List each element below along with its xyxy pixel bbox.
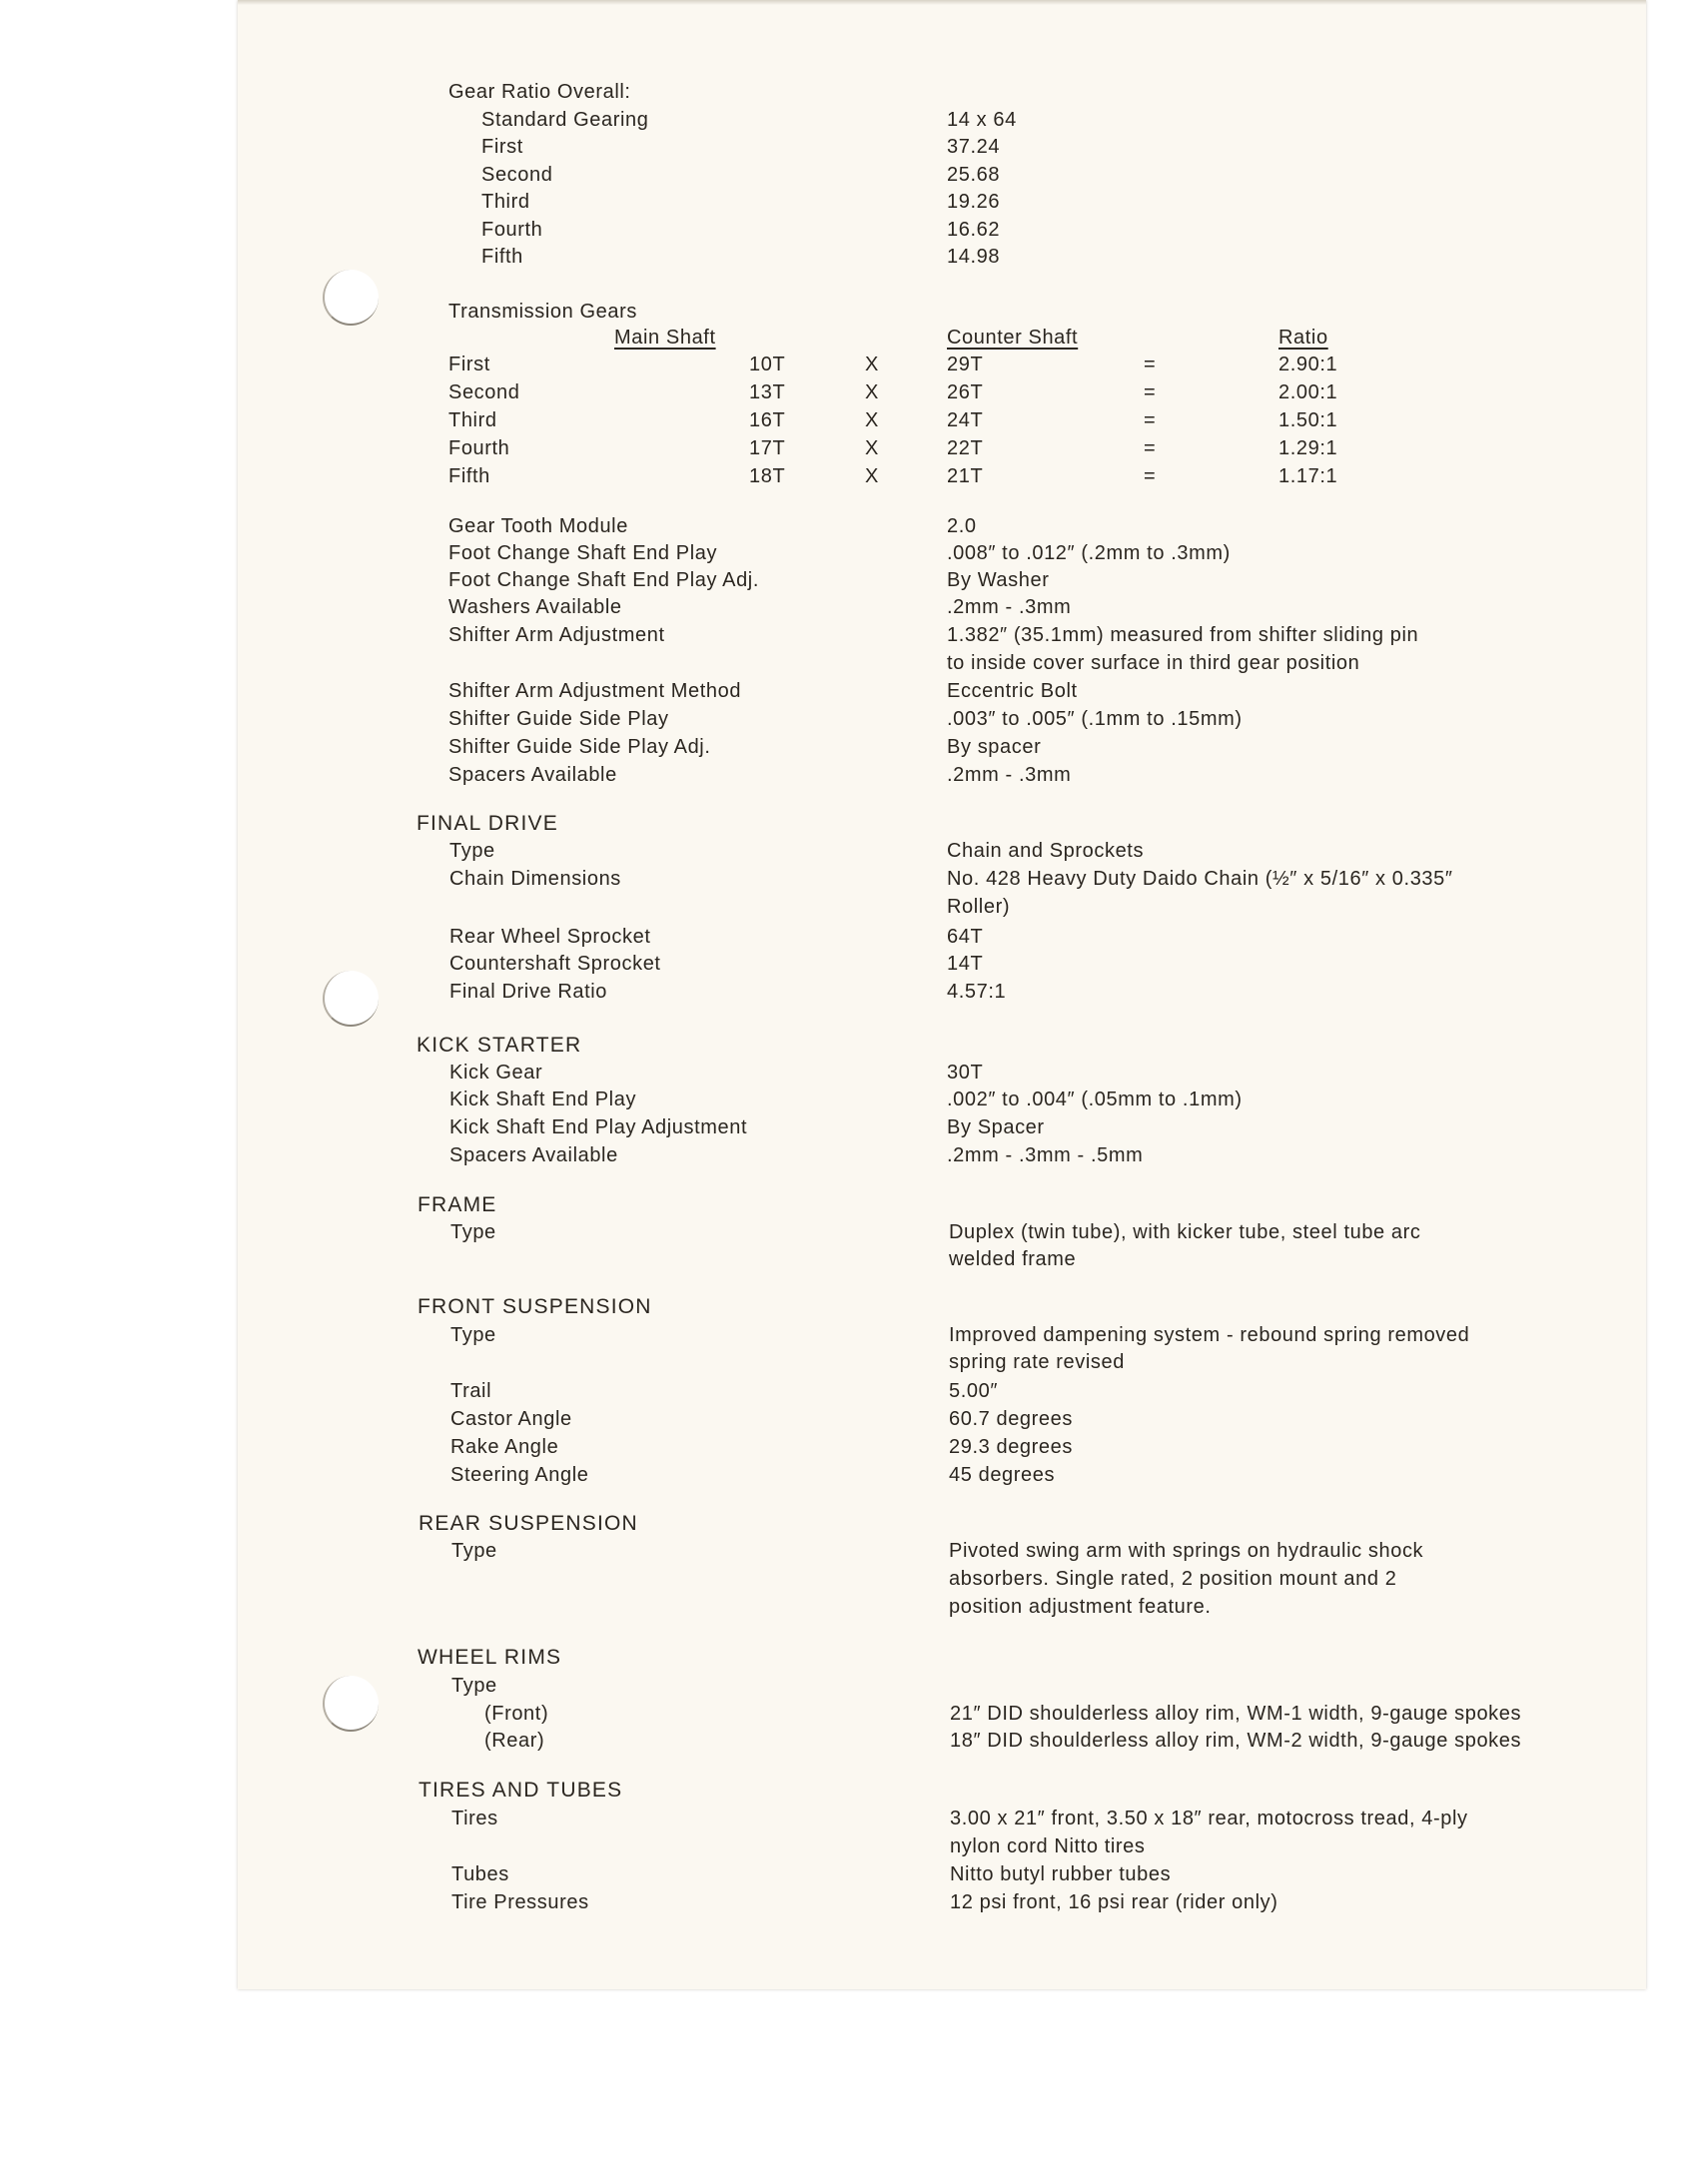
spec-label: Gear Tooth Module xyxy=(448,515,628,537)
counter-shaft-teeth: 26T xyxy=(947,381,984,403)
equals-sign: = xyxy=(1144,354,1157,375)
spec-label: (Front) xyxy=(484,1703,549,1725)
spec-value-continued: spring rate revised xyxy=(949,1351,1125,1373)
spec-value: 45 degrees xyxy=(949,1464,1056,1486)
spec-value: Duplex (twin tube), with kicker tube, steel tube arc xyxy=(949,1221,1421,1243)
spec-label: (Rear) xyxy=(484,1730,545,1752)
gear-ratio: 1.29:1 xyxy=(1278,437,1338,459)
spec-value-continued: nylon cord Nitto tires xyxy=(950,1835,1146,1857)
gear-ratio-label: Third xyxy=(481,191,530,213)
front-suspension-heading: FRONT SUSPENSION xyxy=(418,1295,652,1318)
spec-label: Kick Shaft End Play Adjustment xyxy=(449,1116,748,1138)
times-sign: X xyxy=(865,381,879,403)
times-sign: X xyxy=(865,437,879,459)
counter-shaft-teeth: 21T xyxy=(947,465,984,487)
gear-ratio-value: 19.26 xyxy=(947,191,1001,213)
gear-ratio-value: 14 x 64 xyxy=(947,109,1017,131)
main-shaft-header: Main Shaft xyxy=(614,327,716,349)
spec-value: 30T xyxy=(947,1062,984,1084)
spec-value: .002″ to .004″ (.05mm to .1mm) xyxy=(947,1089,1243,1110)
spec-value: 64T xyxy=(947,926,984,948)
gear-ratio: 1.17:1 xyxy=(1278,465,1338,487)
binder-hole-top xyxy=(323,270,379,326)
spec-label: Spacers Available xyxy=(449,1144,618,1166)
spec-value: Nitto butyl rubber tubes xyxy=(950,1863,1172,1885)
spec-label: Type xyxy=(450,1324,496,1346)
binder-hole-bottom xyxy=(323,1676,379,1732)
spec-label: Foot Change Shaft End Play xyxy=(448,542,718,564)
spec-label: Tubes xyxy=(451,1863,509,1885)
spec-label: Rear Wheel Sprocket xyxy=(449,926,651,948)
spec-label: Type xyxy=(451,1675,497,1697)
spec-value: No. 428 Heavy Duty Daido Chain (½″ x 5/16″ x 0.335″ xyxy=(947,868,1453,890)
spec-value: 5.00″ xyxy=(949,1380,999,1402)
spec-value: 2.0 xyxy=(947,515,977,537)
frame-heading: FRAME xyxy=(418,1193,497,1216)
spec-label: Type xyxy=(450,1221,496,1243)
spec-label: Kick Gear xyxy=(449,1062,543,1084)
spec-value: .003″ to .005″ (.1mm to .15mm) xyxy=(947,708,1243,730)
times-sign: X xyxy=(865,465,879,487)
ratio-header: Ratio xyxy=(1278,327,1328,349)
spec-value: 1.382″ (35.1mm) measured from shifter sliding pin xyxy=(947,624,1419,646)
main-shaft-teeth: 18T xyxy=(749,465,786,487)
spec-label: Tire Pressures xyxy=(451,1891,589,1913)
spec-label: Castor Angle xyxy=(450,1408,572,1430)
counter-shaft-header: Counter Shaft xyxy=(947,327,1079,349)
spec-value: By Spacer xyxy=(947,1116,1045,1138)
gear-ratio-heading: Gear Ratio Overall: xyxy=(448,81,631,103)
equals-sign: = xyxy=(1144,465,1157,487)
times-sign: X xyxy=(865,354,879,375)
gear-name: Third xyxy=(448,409,497,431)
spec-value-continued: welded frame xyxy=(949,1248,1077,1270)
wheel-rims-heading: WHEEL RIMS xyxy=(418,1646,562,1669)
spec-value: Improved dampening system - rebound spring removed xyxy=(949,1324,1470,1346)
spec-value: 21″ DID shoulderless alloy rim, WM-1 width, 9-gauge spokes xyxy=(950,1703,1522,1725)
spec-label: Tires xyxy=(451,1808,498,1829)
equals-sign: = xyxy=(1144,409,1157,431)
gear-name: First xyxy=(448,354,490,375)
counter-shaft-teeth: 22T xyxy=(947,437,984,459)
spec-value: .2mm - .3mm xyxy=(947,764,1072,786)
gear-ratio-value: 16.62 xyxy=(947,219,1001,241)
spec-label: Type xyxy=(451,1540,497,1562)
spec-label: Steering Angle xyxy=(450,1464,589,1486)
spec-value: .008″ to .012″ (.2mm to .3mm) xyxy=(947,542,1231,564)
main-shaft-teeth: 17T xyxy=(749,437,786,459)
gear-ratio-label: First xyxy=(481,136,523,158)
gear-name: Second xyxy=(448,381,520,403)
spec-label: Washers Available xyxy=(448,596,622,618)
spec-value-continued: position adjustment feature. xyxy=(949,1596,1212,1618)
counter-shaft-teeth: 24T xyxy=(947,409,984,431)
gear-ratio-value: 25.68 xyxy=(947,164,1001,186)
spec-label: Countershaft Sprocket xyxy=(449,953,661,975)
spec-label: Shifter Arm Adjustment xyxy=(448,624,665,646)
spec-value-continued: Roller) xyxy=(947,896,1011,918)
transmission-gears-heading: Transmission Gears xyxy=(448,301,637,323)
equals-sign: = xyxy=(1144,381,1157,403)
spec-value: Eccentric Bolt xyxy=(947,680,1078,702)
gear-name: Fifth xyxy=(448,465,490,487)
spec-label: Foot Change Shaft End Play Adj. xyxy=(448,569,760,591)
spec-value: 3.00 x 21″ front, 3.50 x 18″ rear, motocross tread, 4-ply xyxy=(950,1808,1468,1829)
spec-value: Chain and Sprockets xyxy=(947,840,1145,862)
spec-value-continued: to inside cover surface in third gear position xyxy=(947,652,1360,674)
times-sign: X xyxy=(865,409,879,431)
spec-value: .2mm - .3mm - .5mm xyxy=(947,1144,1144,1166)
spec-value: 14T xyxy=(947,953,984,975)
main-shaft-teeth: 13T xyxy=(749,381,786,403)
spec-value-continued: absorbers. Single rated, 2 position mount and 2 xyxy=(949,1568,1397,1590)
spec-label: Final Drive Ratio xyxy=(449,981,608,1003)
gear-ratio-value: 14.98 xyxy=(947,246,1001,268)
gear-ratio: 2.00:1 xyxy=(1278,381,1338,403)
rear-suspension-heading: REAR SUSPENSION xyxy=(419,1512,638,1535)
equals-sign: = xyxy=(1144,437,1157,459)
gear-ratio-value: 37.24 xyxy=(947,136,1001,158)
spec-value: 4.57:1 xyxy=(947,981,1007,1003)
spec-value: 18″ DID shoulderless alloy rim, WM-2 width, 9-gauge spokes xyxy=(950,1730,1522,1752)
spec-value: .2mm - .3mm xyxy=(947,596,1072,618)
gear-ratio-label: Fourth xyxy=(481,219,543,241)
spec-value: 12 psi front, 16 psi rear (rider only) xyxy=(950,1891,1278,1913)
spec-label: Type xyxy=(449,840,495,862)
spec-value: Pivoted swing arm with springs on hydraulic shock xyxy=(949,1540,1424,1562)
spec-label: Shifter Guide Side Play xyxy=(448,708,669,730)
spec-value: By Washer xyxy=(947,569,1050,591)
main-shaft-teeth: 16T xyxy=(749,409,786,431)
spec-label: Spacers Available xyxy=(448,764,617,786)
final-drive-heading: FINAL DRIVE xyxy=(417,812,558,835)
gear-ratio-label: Standard Gearing xyxy=(481,109,649,131)
gear-name: Fourth xyxy=(448,437,510,459)
spec-label: Trail xyxy=(450,1380,492,1402)
gear-ratio: 2.90:1 xyxy=(1278,354,1338,375)
gear-ratio: 1.50:1 xyxy=(1278,409,1338,431)
spec-value: 29.3 degrees xyxy=(949,1436,1073,1458)
kick-starter-heading: KICK STARTER xyxy=(417,1034,582,1057)
gear-ratio-label: Fifth xyxy=(481,246,523,268)
spec-label: Kick Shaft End Play xyxy=(449,1089,637,1110)
spec-label: Shifter Guide Side Play Adj. xyxy=(448,736,711,758)
main-shaft-teeth: 10T xyxy=(749,354,786,375)
spec-value: By spacer xyxy=(947,736,1042,758)
spec-label: Rake Angle xyxy=(450,1436,559,1458)
counter-shaft-teeth: 29T xyxy=(947,354,984,375)
paper-top-edge xyxy=(238,0,1646,5)
gear-ratio-label: Second xyxy=(481,164,553,186)
tires-and-tubes-heading: TIRES AND TUBES xyxy=(419,1779,623,1802)
spec-value: 60.7 degrees xyxy=(949,1408,1073,1430)
binder-hole-middle xyxy=(323,971,379,1027)
spec-label: Shifter Arm Adjustment Method xyxy=(448,680,742,702)
spec-label: Chain Dimensions xyxy=(449,868,621,890)
